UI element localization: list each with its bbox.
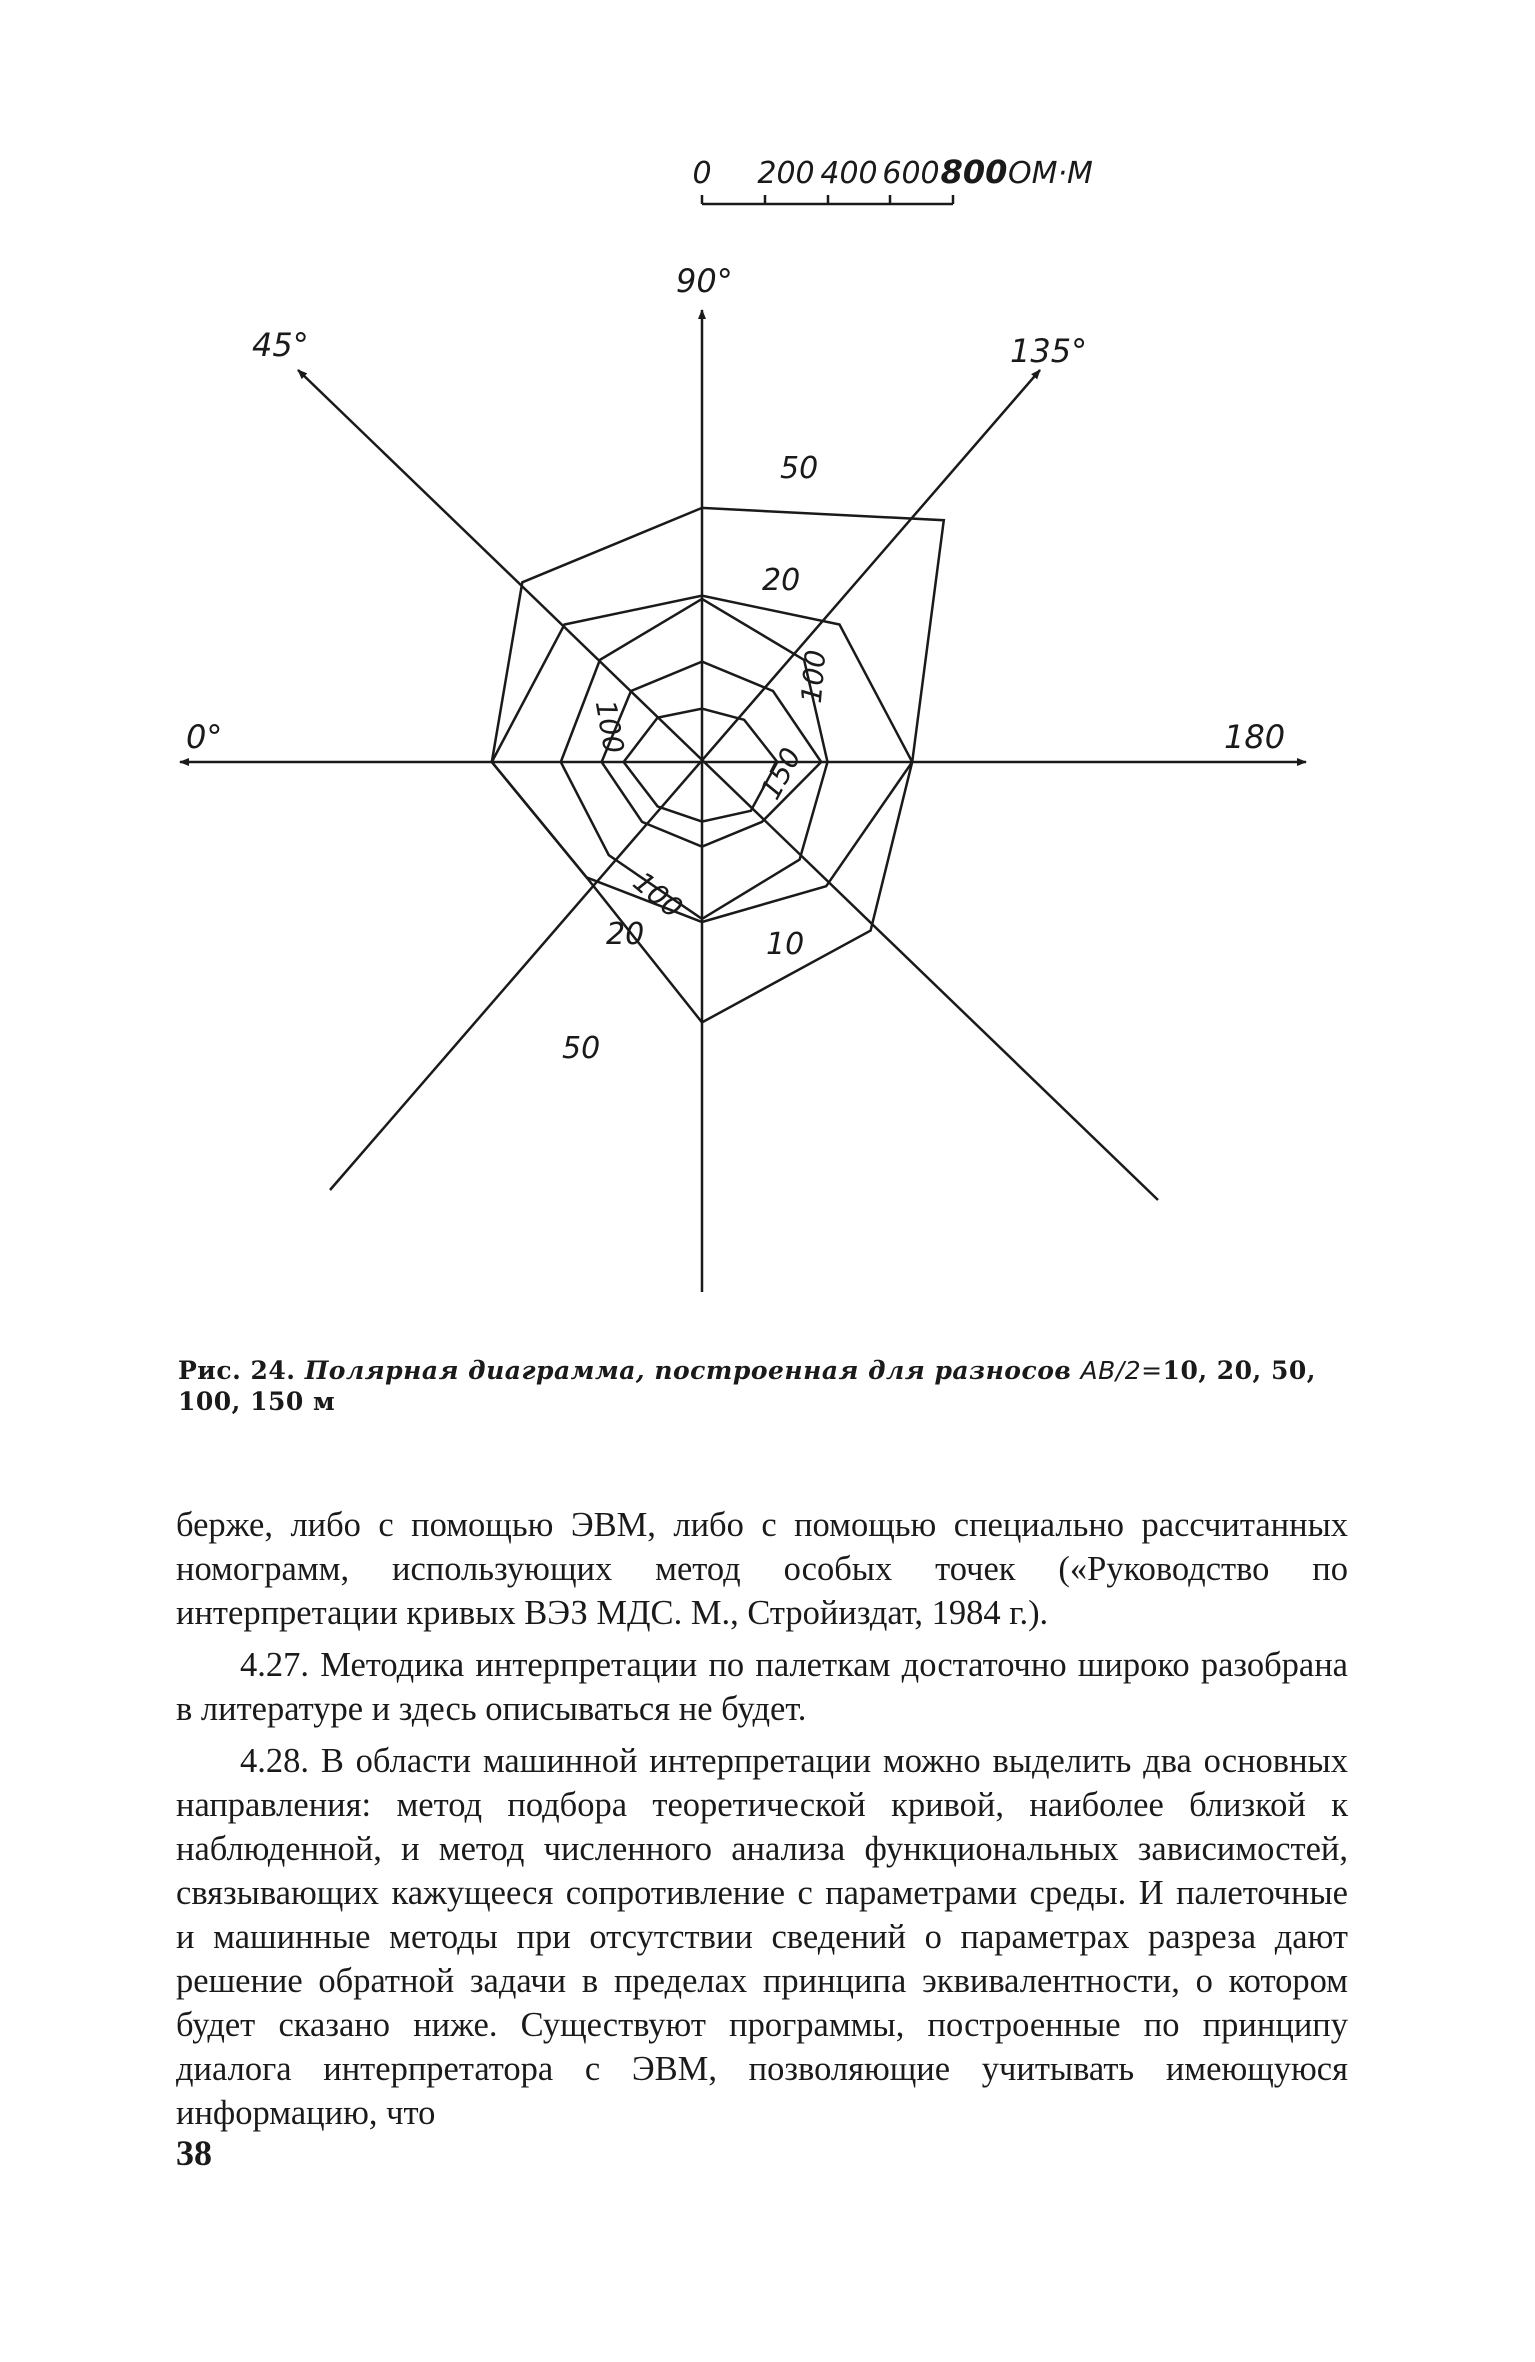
series-label-150: 150 — [753, 742, 808, 805]
direction-label-180: 180 — [1224, 718, 1286, 756]
figure-caption — [178, 1355, 1338, 1417]
scale-tick-label: 600 — [882, 156, 940, 191]
axis-45 — [298, 370, 1158, 1200]
paragraph: берже, либо с помощью ЭВМ, либо с помощью специально рассчитанных номограмм, использующих метод особых точек («Руководство по интерпретации кривых ВЭЗ МДС. М., Стройиздат, 1984 г.). — [176, 1506, 1348, 1632]
series-label-100-bottom: 100 — [626, 865, 689, 925]
direction-label-0: 0° — [186, 718, 223, 756]
direction-label-90: 90° — [676, 262, 733, 300]
scale-tick-label: 800 — [940, 153, 1008, 191]
scale-unit-label: ОМ·М — [1008, 156, 1093, 191]
series-label-50-top: 50 — [780, 451, 819, 486]
polar-axes — [180, 310, 1306, 1292]
series-label-20-top: 20 — [762, 563, 801, 598]
direction-label-135: 135° — [1010, 332, 1088, 370]
series-label-100-right: 100 — [794, 648, 833, 705]
body-text — [176, 1503, 1348, 2143]
scale-tick-label: 400 — [820, 156, 878, 191]
paragraph: 4.27. Методика интерпретации по палеткам достаточно широко разобрана в литературе и здесь описываться не будет. — [176, 1646, 1348, 1728]
scale-tick-label: 0 — [692, 156, 712, 191]
figure-number: Рис. 24. — [178, 1356, 296, 1385]
series-polygon-50 — [492, 508, 944, 1023]
series-polygon-150 — [624, 709, 778, 822]
page-number: 38 — [176, 2133, 212, 2173]
series-layer — [492, 508, 944, 1023]
axis-135 — [330, 370, 1040, 1190]
caption-values: 10, 20, 50, 100, 150 м — [178, 1356, 1316, 1416]
scale-tick-label: 200 — [757, 156, 815, 191]
series-label-10: 10 — [766, 927, 805, 962]
paragraph: 4.28. В области машинной интерпретации можно выделить два основных направления: метод подбора теоретической кривой, наиболее близкой к наблюденной, и метод численного анализа функциональных зависимостей, связывающих кажущееся сопротивление с параметрами среды. И палеточные и машинные методы при отсутствии сведений о параметрах разреза дают решение обратной задачи в пределах принципа эквивалентности, о котором будет сказано ниже. Существуют программы, построенные по принципу диалога интерпретатора с ЭВМ, позволяющие учитывать имеющуюся информацию, что — [176, 1742, 1348, 2132]
caption-symbol: AB/2= — [1080, 1356, 1163, 1385]
scale-bar — [692, 153, 1093, 204]
caption-text: Полярная диаграмма, построенная для разносов — [304, 1356, 1072, 1385]
direction-label-45: 45° — [252, 326, 309, 364]
series-label-20-bottom: 20 — [606, 917, 645, 952]
series-label-100-left: 100 — [588, 697, 631, 757]
series-label-50-bottom: 50 — [562, 1031, 601, 1066]
